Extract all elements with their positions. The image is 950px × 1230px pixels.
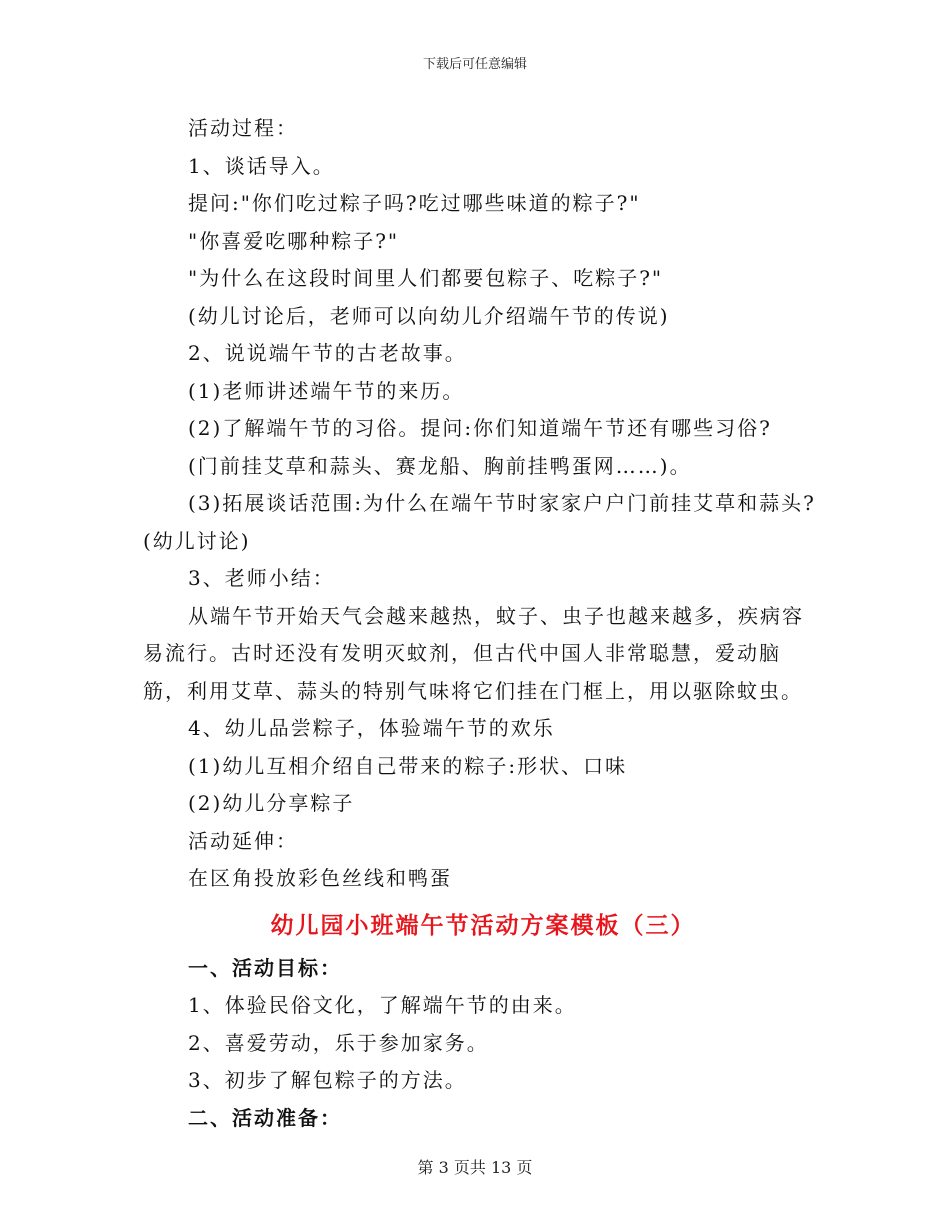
paragraph-line-2: 提问:"你们吃过粽子吗?吃过哪些味道的粽子?": [188, 191, 641, 215]
paragraph-line-4: "为什么在这段时间里人们都要包粽子、吃粽子?": [188, 266, 664, 290]
section-line-1: 1、体验民俗文化，了解端午节的由来。: [188, 993, 577, 1017]
document-body: [143, 110, 823, 1137]
paragraph-line-1: 1、谈话导入。: [188, 153, 335, 178]
paragraph-line-12: 从端午节开始天气会越来越热，蚊子、虫子也越来越多，疾病容易流行。古时还没有发明灭蚊剂，但古代中国人非常聪慧，爱动脑筋，利用艾草、蒜头的特别气味将它们挂在门框上，用以驱除蚊虫。: [143, 603, 804, 703]
header-note: 下载后可任意编辑: [422, 57, 527, 72]
paragraph-line-3: "你喜爱吃哪种粽子?": [188, 228, 400, 253]
paragraph-line-8: (2)了解端午节的习俗。提问:你们知道端午节还有哪些习俗?: [188, 416, 772, 440]
paragraph-line-5: (幼儿讨论后，老师可以向幼儿介绍端午节的传说): [188, 303, 670, 328]
paragraph-line-16: 活动延伸：: [188, 828, 298, 853]
section-line-4: 二、活动准备：: [188, 1105, 342, 1130]
section-title: 幼儿园小班端午节活动方案模板（三）: [270, 911, 696, 939]
paragraph-list: [143, 110, 823, 898]
paragraph-line-6: 2、说说端午节的古老故事。: [188, 341, 467, 365]
section-line-2: 2、喜爱劳动，乐于参加家务。: [188, 1030, 489, 1055]
paragraph-line-9: (门前挂艾草和蒜头、赛龙船、胸前挂鸭蛋网……)。: [188, 453, 692, 478]
page-number: 第 3 页共 13 页: [417, 1158, 533, 1177]
paragraph-line-17: 在区角投放彩色丝线和鸭蛋: [188, 866, 452, 890]
paragraph-line-13: 4、幼儿品尝粽子，体验端午节的欢乐: [188, 716, 555, 740]
paragraph-line-11: 3、老师小结：: [188, 566, 335, 590]
paragraph-line-15: (2)幼儿分享粽子: [188, 791, 355, 815]
paragraph-line-10: (3)拓展谈话范围:为什么在端午节时家家户户门前挂艾草和蒜头?(幼儿讨论): [143, 491, 816, 553]
section-paragraph-list: [143, 950, 823, 1138]
section-line-0: 一、活动目标：: [188, 955, 342, 980]
section-line-3: 3、初步了解包粽子的方法。: [188, 1068, 467, 1092]
paragraph-line-0: 活动过程：: [188, 116, 298, 140]
paragraph-line-7: (1)老师讲述端午节的来历。: [188, 378, 465, 403]
paragraph-line-14: (1)幼儿互相介绍自己带来的粽子:形状、口味: [188, 753, 628, 778]
